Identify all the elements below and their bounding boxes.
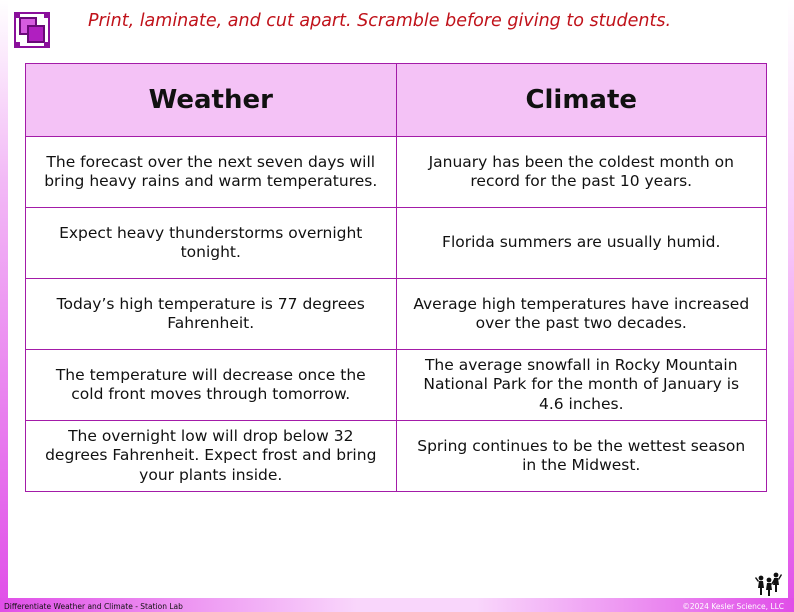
left-border-gradient: [0, 0, 8, 612]
table-row: [26, 208, 767, 279]
right-border-gradient: [788, 0, 794, 612]
table-row: [26, 279, 767, 350]
climate-card: Average high temperatures have increased over the past two decades.: [396, 279, 767, 350]
purple-squares-logo-icon: [14, 12, 50, 48]
footer-copyright: ©2024 Kesler Science, LLC: [682, 602, 784, 611]
table-row: [26, 421, 767, 492]
weather-card: Expect heavy thunderstorms overnight tonight.: [26, 208, 397, 279]
climate-card: Florida summers are usually humid.: [396, 208, 767, 279]
footer-title: Differentiate Weather and Climate - Station Lab: [4, 602, 183, 611]
table-row: [26, 137, 767, 208]
climate-card: Spring continues to be the wettest season in the Midwest.: [396, 421, 767, 492]
kesler-kids-logo-icon: [754, 570, 782, 598]
climate-card: January has been the coldest month on record for the past 10 years.: [396, 137, 767, 208]
weather-card: Today’s high temperature is 77 degrees Fahrenheit.: [26, 279, 397, 350]
weather-card: The forecast over the next seven days will bring heavy rains and warm temperatures.: [26, 137, 397, 208]
weather-card: The temperature will decrease once the cold front moves through tomorrow.: [26, 350, 397, 421]
weather-card: The overnight low will drop below 32 degrees Fahrenheit. Expect frost and bring your plants inside.: [26, 421, 397, 492]
table-header-row: [26, 64, 767, 137]
instruction-text: Print, laminate, and cut apart. Scramble before giving to students.: [88, 11, 672, 31]
climate-card: The average snowfall in Rocky Mountain National Park for the month of January is 4.6 inches.: [396, 350, 767, 421]
weather-climate-table: [25, 63, 767, 492]
weather-column-header: Weather: [26, 64, 397, 137]
climate-column-header: Climate: [396, 64, 767, 137]
table-row: [26, 350, 767, 421]
